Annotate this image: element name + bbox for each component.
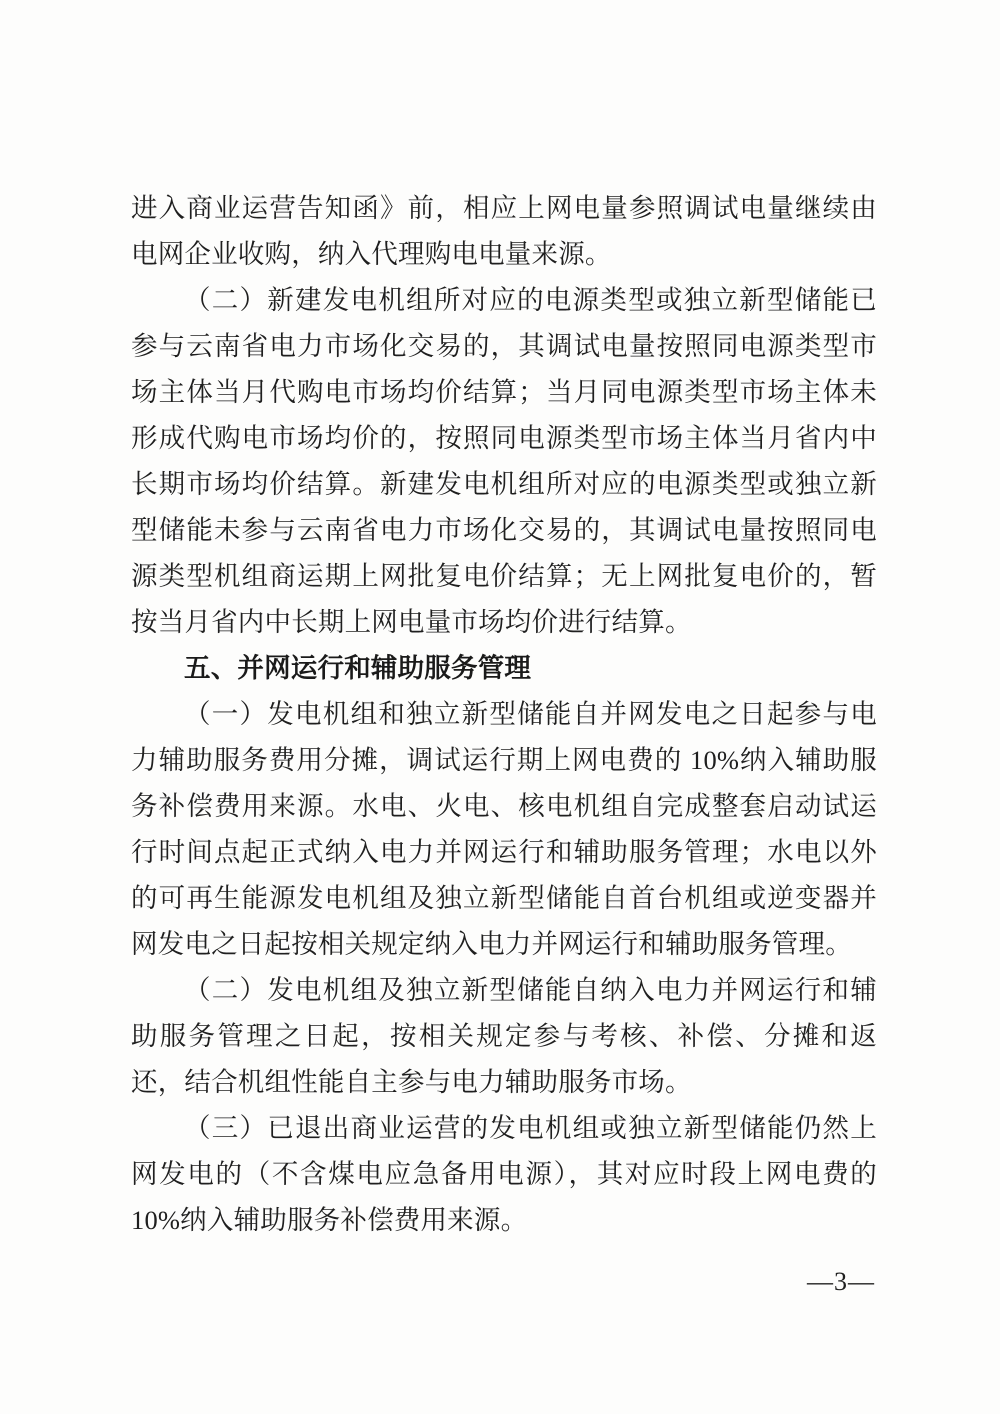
paragraph-continuation: 进入商业运营告知函》前，相应上网电量参照调试电量继续由电网企业收购，纳入代理购电电量来源。 — [131, 193, 877, 269]
paragraph-section4-item2: （二）新建发电机组所对应的电源类型或独立新型储能已参与云南省电力市场化交易的，其调试电量按照同电源类型市场主体当月代购电市场均价结算；当月同电源类型市场主体未形成代购电市场均价的，按照同电源类型市场主体当月省内中长期市场均价结算。新建发电机组所对应的电源类型或独立新型储能未参与云南省电力市场化交易的，其调试电量按照同电源类型机组商运期上网批复电价结算；无上网批复电价的，暂按当月省内中长期上网电量市场均价进行结算。 — [131, 285, 877, 637]
page-number: —3— — [807, 1267, 875, 1296]
paragraph-section5-item1: （一）发电机组和独立新型储能自并网发电之日起参与电力辅助服务费用分摊，调试运行期上网电费的 10%纳入辅助服务补偿费用来源。水电、火电、核电机组自完成整套启动试运行时间点起正式纳入电力并网运行和辅助服务管理；水电以外的可再生能源发电机组及独立新型储能自首台机组或逆变器并网发电之日起按相关规定纳入电力并网运行和辅助服务管理。 — [131, 699, 877, 959]
paragraph-section5-item3: （三）已退出商业运营的发电机组或独立新型储能仍然上网发电的（不含煤电应急备用电源），其对应时段上网电费的 10%纳入辅助服务补偿费用来源。 — [131, 1113, 877, 1235]
section5-heading: 五、并网运行和辅助服务管理 — [184, 653, 532, 683]
document-body — [131, 185, 877, 1243]
paragraph-section5-item2: （二）发电机组及独立新型储能自纳入电力并网运行和辅助服务管理之日起，按相关规定参与考核、补偿、分摊和返还，结合机组性能自主参与电力辅助服务市场。 — [131, 975, 877, 1097]
